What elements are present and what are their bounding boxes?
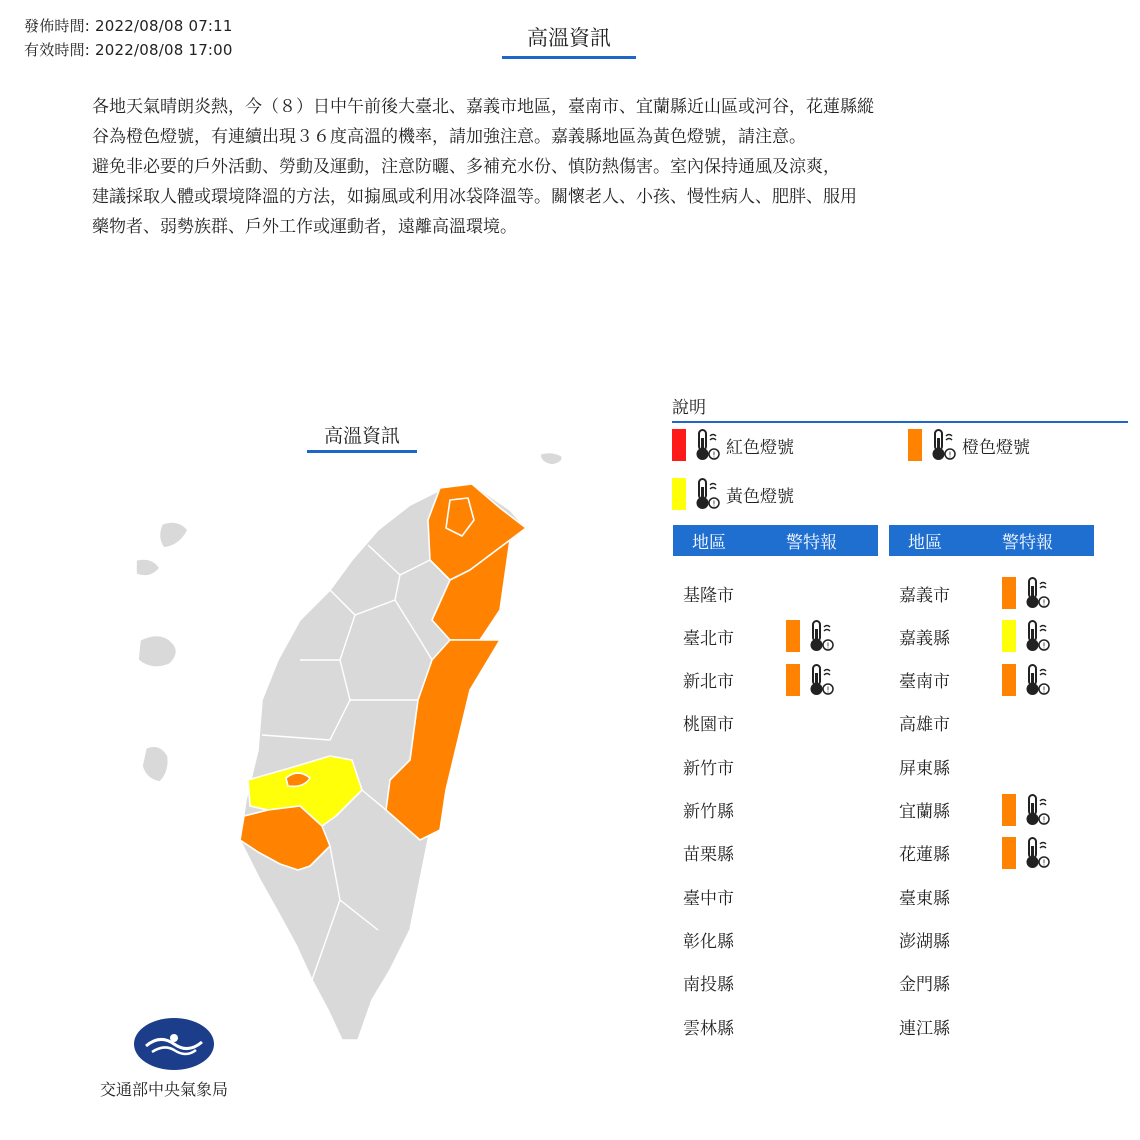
svg-text:!: ! [712, 450, 716, 460]
penghu-island-a [138, 635, 177, 667]
svg-text:!: ! [1042, 598, 1046, 608]
description-line: 藥物者、弱勢族群、戶外工作或運動者，遠離高溫環境。 [92, 217, 517, 237]
legend-heading: 說明 [672, 393, 1128, 423]
thermometer-warning-icon [694, 428, 720, 462]
table-header-right [889, 525, 1094, 556]
region-column-header: 地區 [692, 533, 726, 553]
thermometer-warning-icon [1024, 576, 1050, 610]
svg-text:!: ! [1042, 641, 1046, 651]
region-name: 屏東縣 [899, 758, 950, 779]
region-name: 宜蘭縣 [899, 802, 950, 822]
red-swatch [672, 429, 686, 461]
region-name: 臺東縣 [899, 888, 950, 909]
region-name: 臺北市 [683, 628, 734, 649]
svg-text:!: ! [948, 450, 952, 460]
agency-name: 交通部中央氣象局 [100, 1080, 229, 1099]
yellow-level-swatch [1002, 620, 1016, 652]
region-name: 雲林縣 [683, 1018, 734, 1039]
kinmen-island [136, 522, 188, 576]
orange-level-swatch [786, 664, 800, 696]
region-name: 新竹縣 [683, 802, 734, 822]
region-name: 金門縣 [899, 975, 950, 996]
svg-text:!: ! [1042, 858, 1046, 868]
legend-yellow [672, 477, 794, 511]
thermometer-warning-icon [1024, 793, 1050, 827]
svg-text:!: ! [1042, 815, 1046, 824]
legend-yellow-label: 黃色燈號 [726, 486, 794, 507]
svg-text:!: ! [826, 641, 830, 651]
warning-column-header: 警特報 [786, 533, 837, 553]
region-name: 臺南市 [899, 672, 950, 693]
region-name: 花蓮縣 [899, 845, 950, 866]
description-line: 谷為橙色燈號，有連續出現３６度高溫的機率，請加強注意。嘉義縣地區為黃色燈號，請注意。 [92, 127, 806, 147]
thermometer-warning-icon [808, 663, 834, 697]
description-line: 建議採取人體或環境降溫的方法，如搧風或利用冰袋降溫等。關懷老人、小孩、慢性病人、肥胖、服用 [92, 187, 857, 207]
thermometer-warning-icon [808, 619, 834, 653]
thermometer-warning-icon [1024, 619, 1050, 653]
orange-level-swatch [1002, 664, 1016, 696]
penghu-island-b [142, 746, 168, 782]
matsu-island [540, 452, 562, 465]
valid-time: 有效時間: 2022/08/08 17:00 [24, 41, 233, 59]
region-name: 彰化縣 [683, 931, 734, 952]
legend-orange [908, 428, 1030, 462]
table-header-left [673, 525, 878, 556]
thermometer-warning-icon [694, 477, 720, 511]
issue-time: 發佈時間: 2022/08/08 07:11 [24, 17, 233, 35]
page-title: 高溫資訊 [502, 22, 636, 59]
svg-text:!: ! [826, 685, 830, 695]
orange-level-swatch [786, 620, 800, 652]
svg-text:!: ! [1042, 685, 1046, 695]
description-line: 各地天氣晴朗炎熱，今（８）日中午前後大臺北、嘉義市地區，臺南市、宜蘭縣近山區或河谷，花蓮縣縱 [92, 97, 874, 117]
region-name: 高雄市 [899, 715, 950, 736]
thermometer-warning-icon [1024, 663, 1050, 697]
legend-red-label: 紅色燈號 [726, 437, 794, 458]
orange-swatch [908, 429, 922, 461]
warning-column-header: 警特報 [1002, 533, 1053, 553]
region-name: 桃園市 [683, 715, 734, 736]
legend-red [672, 428, 794, 462]
svg-text:!: ! [712, 499, 716, 509]
thermometer-warning-icon [1024, 836, 1050, 870]
region-name: 澎湖縣 [899, 931, 950, 952]
region-name: 苗栗縣 [683, 845, 734, 866]
thermometer-warning-icon [930, 428, 956, 462]
region-name: 南投縣 [683, 975, 734, 996]
map-title: 高溫資訊 [307, 421, 417, 453]
orange-level-swatch [1002, 794, 1016, 826]
region-name: 嘉義縣 [899, 628, 950, 649]
yellow-swatch [672, 478, 686, 510]
region-name: 嘉義市 [899, 585, 950, 606]
region-name: 基隆市 [683, 585, 734, 606]
description-line: 避免非必要的戶外活動、勞動及運動，注意防曬、多補充水份、慎防熱傷害。室內保持通風及涼爽， [92, 157, 840, 177]
cwb-logo-icon [132, 1016, 216, 1072]
orange-level-swatch [1002, 577, 1016, 609]
region-name: 新竹市 [683, 758, 734, 779]
region-name: 臺中市 [683, 888, 734, 909]
orange-level-swatch [1002, 837, 1016, 869]
region-name: 連江縣 [899, 1018, 950, 1039]
legend-orange-label: 橙色燈號 [962, 437, 1030, 458]
region-name: 新北市 [683, 672, 734, 693]
region-column-header: 地區 [908, 533, 942, 553]
